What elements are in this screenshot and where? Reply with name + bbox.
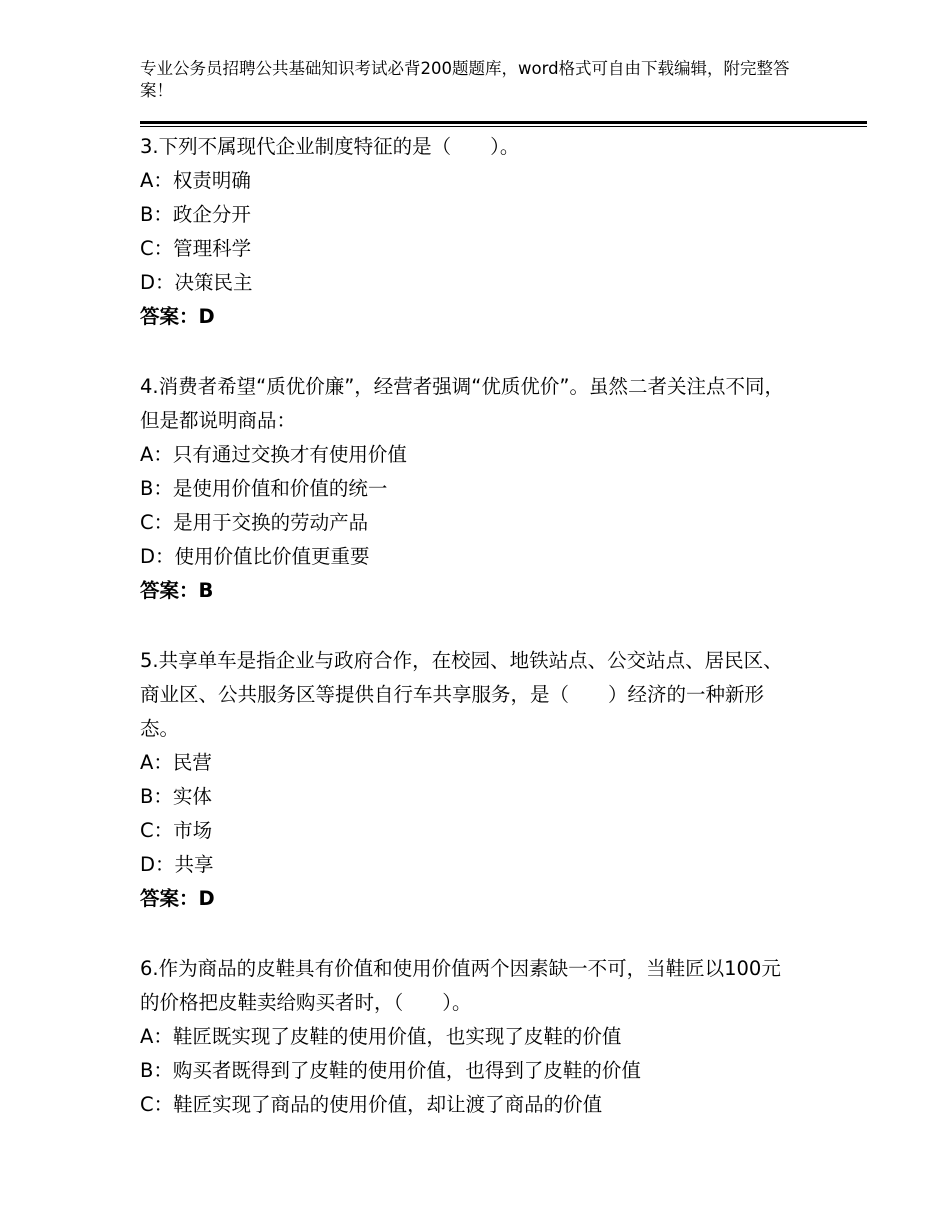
option-d: D：决策民主 (140, 271, 253, 294)
option-a: A：鞋匠既实现了皮鞋的使用价值，也实现了皮鞋的价值 (140, 1025, 622, 1048)
answer-label: 答案：D (140, 887, 215, 910)
header-rule-thin (140, 126, 867, 127)
option-c: C：市场 (140, 819, 213, 842)
option-b: B：政企分开 (140, 203, 251, 226)
question-4 (140, 370, 800, 608)
option-a: A：只有通过交换才有使用价值 (140, 443, 407, 466)
document-header: 专业公务员招聘公共基础知识考试必背200题题库，word格式可自由下载编辑，附完整答案！ (140, 59, 790, 100)
option-d: D：共享 (140, 853, 214, 876)
option-a: A：民营 (140, 751, 212, 774)
question-list (140, 130, 800, 1122)
question-stem: 5.共享单车是指企业与政府合作，在校园、地铁站点、公交站点、居民区、商业区、公共服务区等提供自行车共享服务，是（ ）经济的一种新形态。 (140, 649, 783, 740)
header-rule-thick (140, 121, 867, 124)
question-stem: 3.下列不属现代企业制度特征的是（ ）。 (140, 135, 520, 158)
option-b: B：是使用价值和价值的统一 (140, 477, 388, 500)
option-c: C：是用于交换的劳动产品 (140, 511, 369, 534)
question-stem: 6.作为商品的皮鞋具有价值和使用价值两个因素缺一不可，当鞋匠以100元的价格把皮鞋卖给购买者时，（ ）。 (140, 957, 781, 1014)
answer-label: 答案：D (140, 305, 215, 328)
option-b: B：购买者既得到了皮鞋的使用价值，也得到了皮鞋的价值 (140, 1059, 641, 1082)
spacer (140, 334, 800, 370)
answer-label: 答案：B (140, 579, 214, 602)
question-stem: 4.消费者希望“质优价廉”，经营者强调“优质优价”。虽然二者关注点不同，但是都说明商品： (140, 375, 785, 432)
question-3 (140, 130, 800, 334)
option-d: D：使用价值比价值更重要 (140, 545, 370, 568)
option-c: C：管理科学 (140, 237, 252, 260)
spacer (140, 608, 800, 644)
question-6 (140, 952, 800, 1122)
option-c: C：鞋匠实现了商品的使用价值，却让渡了商品的价值 (140, 1093, 603, 1116)
spacer (140, 916, 800, 952)
question-5 (140, 644, 800, 916)
option-b: B：实体 (140, 785, 212, 808)
option-a: A：权责明确 (140, 169, 251, 192)
